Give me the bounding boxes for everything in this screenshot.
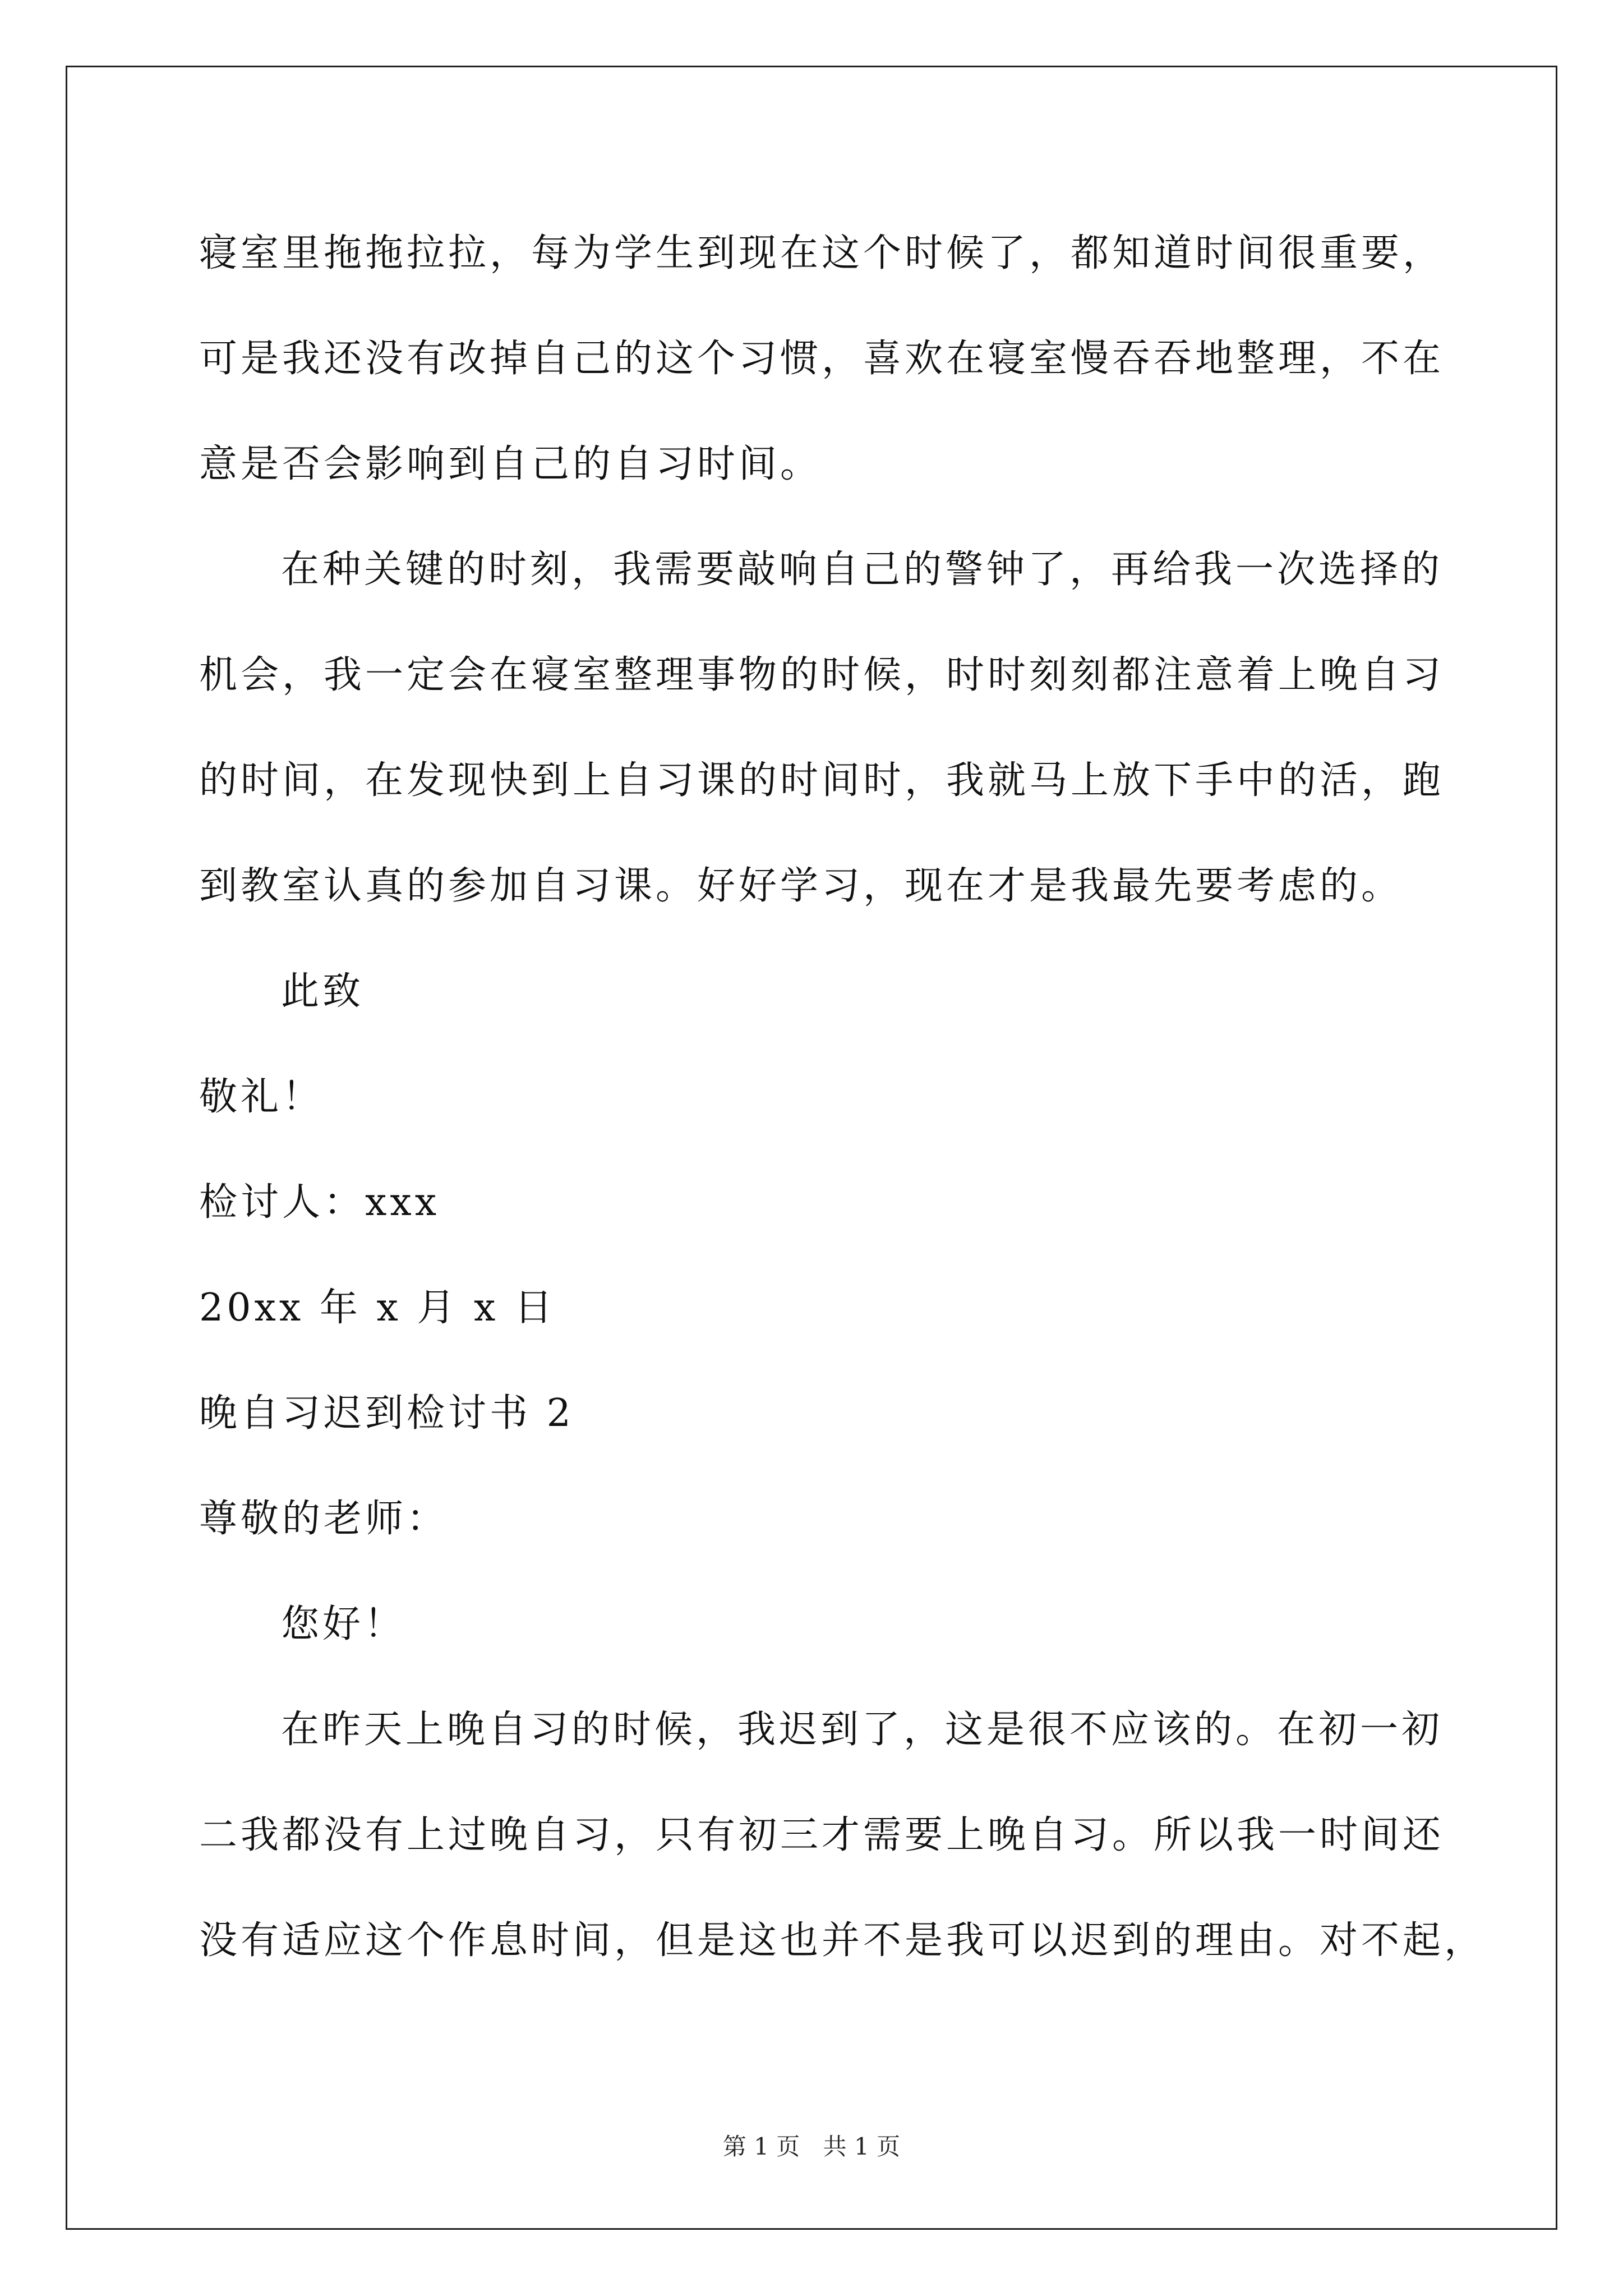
section-title: 晚自习迟到检讨书 2 <box>199 1391 574 1435</box>
text-line: 的时间，在发现快到上自习课的时间时，我就马上放下手中的活，跑 <box>199 758 1445 803</box>
page-total: 共 1 页 <box>823 2133 901 2160</box>
text-line: 在种关键的时刻，我需要敲响自己的警钟了，再给我一次选择的 <box>281 547 1444 592</box>
page-footer <box>0 2133 1623 2161</box>
text-line: 没有适应这个作息时间，但是这也并不是我可以迟到的理由。对不起， <box>199 1918 1486 1963</box>
closing-line: 此致 <box>281 969 365 1014</box>
text-line: 在昨天上晚自习的时候，我迟到了，这是很不应该的。在初一初 <box>281 1708 1444 1752</box>
page-number: 第 1 页 <box>722 2133 800 2160</box>
page-border <box>66 66 1557 2230</box>
text-line: 寝室里拖拖拉拉，每为学生到现在这个时候了，都知道时间很重要， <box>199 231 1445 275</box>
text-line: 机会，我一定会在寝室整理事物的时候，时时刻刻都注意着上晚自习 <box>199 653 1445 697</box>
addressee-line: 尊敬的老师： <box>199 1497 449 1541</box>
text-line: 可是我还没有改掉自己的这个习惯，喜欢在寝室慢吞吞地整理，不在 <box>199 337 1445 381</box>
text-line: 到教室认真的参加自习课。好好学习，现在才是我最先要考虑的。 <box>199 864 1403 908</box>
salutation-line: 敬礼！ <box>199 1075 324 1119</box>
text-line: 意是否会影响到自己的自习时间。 <box>199 442 822 486</box>
text-line: 二我都没有上过晚自习，只有初三才需要上晚自习。所以我一时间还 <box>199 1813 1445 1857</box>
signature-line: 检讨人：xxx <box>199 1180 440 1225</box>
greeting-line: 您好！ <box>281 1602 406 1646</box>
date-line: 20xx 年 x 月 x 日 <box>199 1286 556 1330</box>
